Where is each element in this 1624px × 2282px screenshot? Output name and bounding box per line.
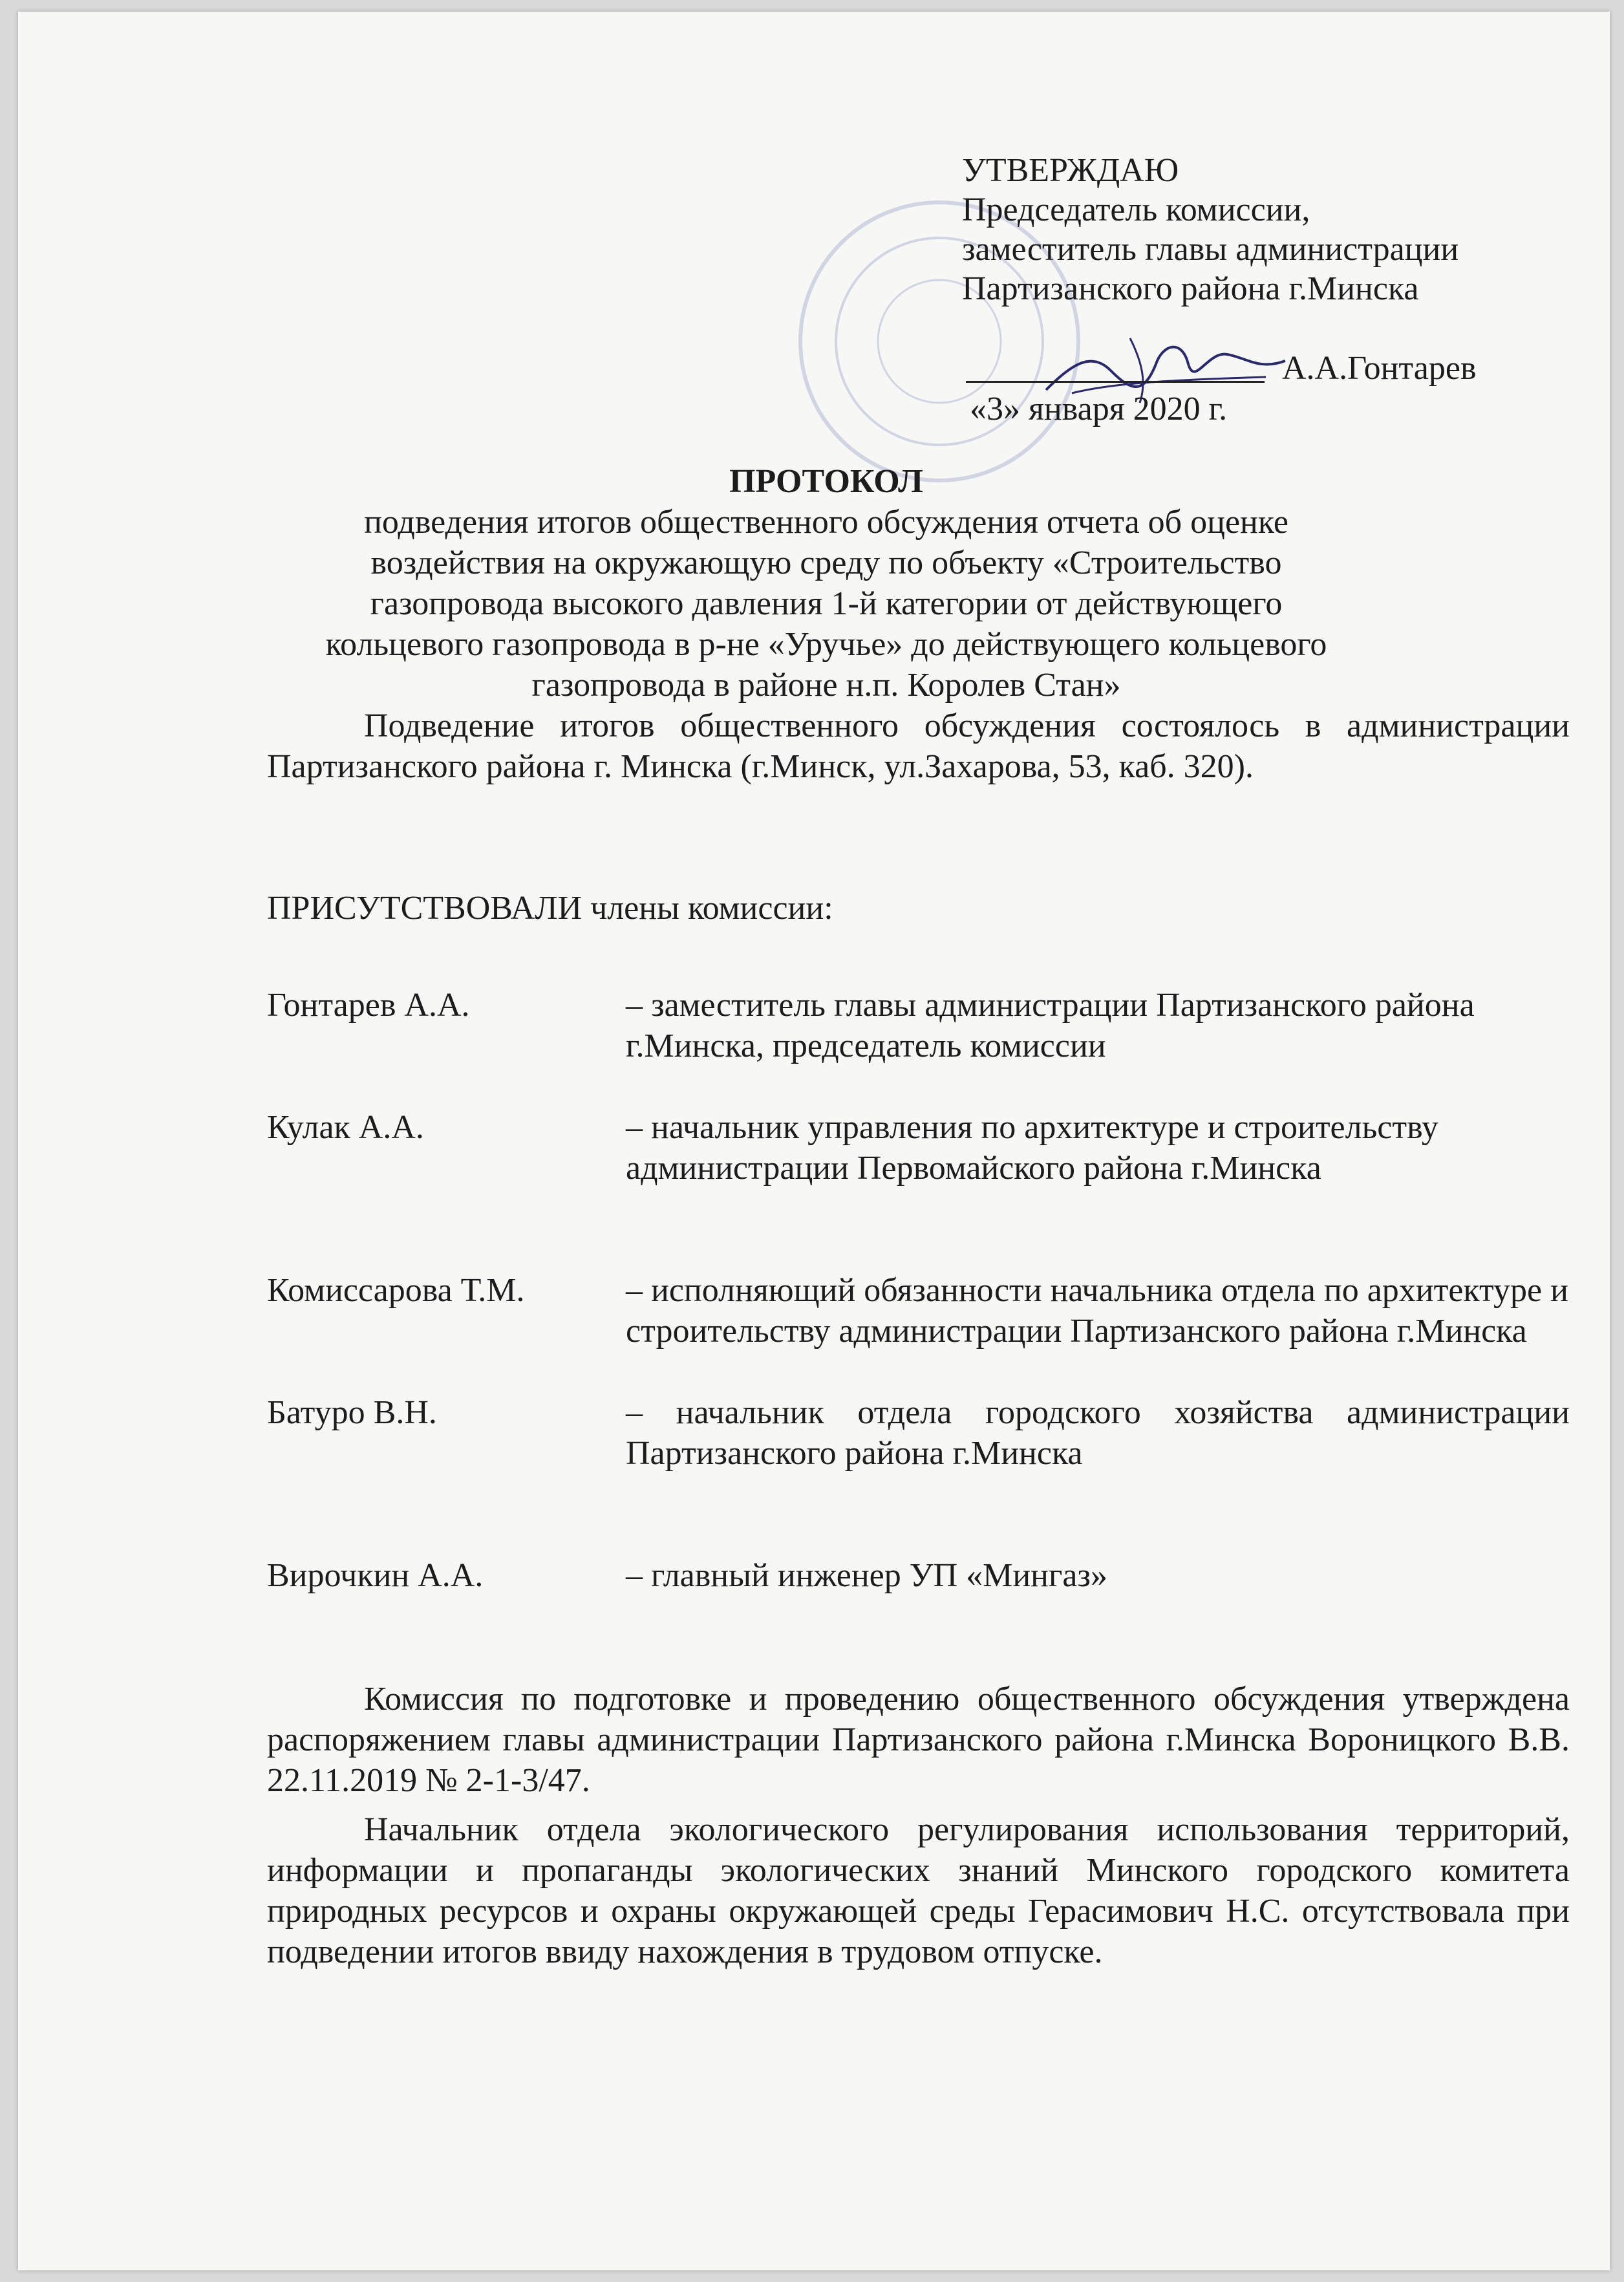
approval-block — [962, 151, 1608, 429]
member-role: – заместитель главы администрации Партизанского района г.Минска, председатель комиссии — [626, 987, 1475, 1064]
signature-line — [962, 349, 1608, 388]
protocol-subtitle-line: газопровода в районе н.п. Королев Стан» — [531, 667, 1121, 704]
member-role: – начальник отдела городского хозяйства администрации Партизанского района г.Минска — [626, 1394, 1570, 1472]
present-heading: ПРИСУТСТВОВАЛИ члены комиссии: — [267, 890, 833, 927]
member-row — [267, 1392, 1570, 1555]
protocol-subtitle-line: кольцевого газопровода в р-не «Уручье» до действующего кольцевого — [325, 626, 1327, 663]
protocol-title-block — [264, 461, 1389, 705]
approval-line: Партизанского района г.Минска — [962, 270, 1419, 307]
member-row — [267, 1107, 1570, 1270]
approval-line: Председатель комиссии, — [962, 191, 1310, 228]
member-row — [267, 1270, 1570, 1392]
protocol-subtitle-line: воздействия на окружающую среду по объекту «Строительство — [370, 544, 1282, 581]
member-row — [267, 985, 1570, 1107]
member-role: – исполняющий обязанности начальника отдела по архитектуре и строительству администрации Партизанского района г.Минска — [626, 1272, 1568, 1350]
signature-underline — [966, 381, 1265, 383]
member-role: – начальник управления по архитектуре и строительству администрации Первомайского района г.Минска — [626, 1109, 1438, 1187]
signer-name: А.А.Гонтарев — [1282, 350, 1477, 387]
protocol-subtitle-line: подведения итогов общественного обсуждения отчета об оценке — [364, 504, 1288, 541]
member-name: Кулак А.А. — [267, 1109, 424, 1146]
member-name: Комиссарова Т.М. — [267, 1272, 525, 1309]
absence-paragraph: Начальник отдела экологического регулирования использования территорий, информации и пропаганды экологических знаний Минского городского комитета природных ресурсов и охраны окружающей среды Герасимович Н.С. отсутствовала при подведении итогов ввиду нахождения в трудовом отпуске. — [267, 1811, 1570, 1970]
approval-date: «3» января 2020 г. — [970, 391, 1228, 427]
member-name: Вирочкин А.А. — [267, 1557, 484, 1594]
members-list — [267, 985, 1570, 1596]
approval-line: заместитель главы администрации — [962, 231, 1459, 268]
member-role: – главный инженер УП «Мингаз» — [626, 1557, 1107, 1594]
member-row — [267, 1555, 1570, 1596]
member-name: Батуро В.Н. — [267, 1394, 437, 1431]
location-paragraph: Подведение итогов общественного обсуждения состоялось в администрации Партизанского района г. Минска (г.Минск, ул.Захарова, 53, каб. 320). — [267, 707, 1570, 785]
commission-paragraph: Комиссия по подготовке и проведению общественного обсуждения утверждена распоряжением главы администрации Партизанского района г.Минска Вороницкого В.В. 22.11.2019 № 2-1-3/47. — [267, 1681, 1570, 1799]
protocol-subtitle-line: газопровода высокого давления 1-й категории от действующего — [370, 585, 1283, 622]
member-name: Гонтарев А.А. — [267, 987, 470, 1024]
document-page — [18, 12, 1610, 2270]
approval-heading: УТВЕРЖДАЮ — [962, 152, 1179, 189]
protocol-title: ПРОТОКОЛ — [729, 463, 923, 500]
